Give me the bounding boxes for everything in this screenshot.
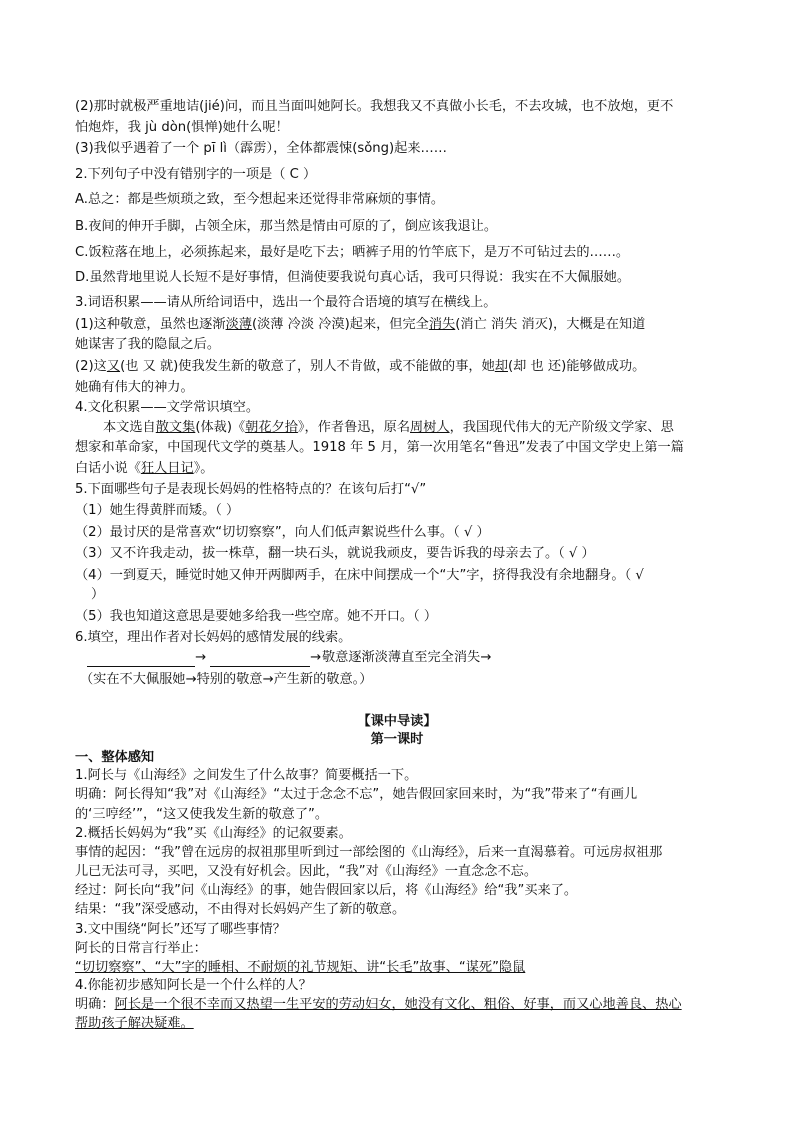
q1-line2a: (2)那时就极严重地诘(jié)问，而且当面叫她阿长。我想我又不真做小长毛，不去攻城，也不放炮，更不 xyxy=(75,99,674,114)
guide-a4-line2: 帮助孩子解决疑难。 xyxy=(75,1016,194,1031)
q3-s2-answer1: 又 xyxy=(106,359,121,374)
q2-option-d: D.虽然背地里说人长短不是好事情，但淌使要我说句真心话，我可只得说：我实在不大佩服她。 xyxy=(75,270,631,285)
q6-blank-1 xyxy=(87,666,195,667)
guide-q2: 2.概括长妈妈为“我”买《山海经》的记叙要素。 xyxy=(75,826,352,841)
q5-item1: （1）她生得黄胖而矮。（ ） xyxy=(75,503,240,518)
q4-title: 4.文化积累——文学常识填空。 xyxy=(75,400,260,415)
q3-s1-answer1: 淡薄 xyxy=(225,317,252,332)
section-title: 一、整体感知 xyxy=(75,750,155,765)
q2-option-b: B.夜间的伸开手脚，占领全床，那当然是情由可原的了，倒应该我退让。 xyxy=(75,219,498,234)
guide-heading: 【课中导读】 xyxy=(357,714,437,729)
q4-text: 》，作者鲁迅，原名 xyxy=(297,420,411,435)
q3-s2-mid: (也 又 就)使我发生新的敬意了，别人不肯做，或不能做的事，她 xyxy=(120,359,495,374)
q4-answer-name: 周树人 xyxy=(410,420,450,435)
q3-s2-post: (却 也 还)能够做成功。 xyxy=(507,359,646,374)
q6-answer-b: 特别的敬意 xyxy=(196,672,263,687)
q5-item3: （3）又不许我走动，拔一株草，翻一块石头，就说我顽皮，要告诉我的母亲去了。（ √ ） xyxy=(75,546,595,561)
q4-line2: 想家和革命家，中国现代文学的奠基人。1918 年 5 月，第一次用笔名“鲁迅”发表了中国文学史上第一篇 xyxy=(75,440,684,455)
q4-answer-book: 朝花夕拾 xyxy=(245,420,298,435)
q6-answer-c: 产生新的敬意。） xyxy=(273,672,373,687)
arrow-icon: → xyxy=(185,672,197,687)
guide-a2-line1: 事情的起因：“我”曾在远房的叔祖那里听到过一部绘图的《山海经》，后来一直渴慕着。可远房叔祖那 xyxy=(75,845,663,860)
q4-text: ，我国现代伟大的无产阶级文学家、思 xyxy=(449,420,674,435)
q3-sentence2b: 她确有伟大的神力。 xyxy=(75,380,194,395)
guide-a3-line2: “切切察察”、“大”字的睡相、不耐烦的礼节规矩、讲“长毛”故事、“谋死”隐鼠 xyxy=(75,960,526,975)
q6-answer-a: （实在不大佩服她 xyxy=(80,672,186,687)
guide-q1: 1.阿长与《山海经》之间发生了什么故事？简要概括一下。 xyxy=(75,768,418,783)
q2-title: 2.下列句子中没有错别字的一项是（ C ） xyxy=(75,167,317,182)
q1-line3: (3)我似乎遇着了一个 pī lì（霹雳），全体都震悚(sǒng)起来…… xyxy=(75,141,447,156)
q3-sentence2a xyxy=(75,357,725,377)
q3-title: 3.词语积累——请从所给词语中，选出一个最符合语境的填写在横线上。 xyxy=(75,295,497,310)
q5-item2: （2）最讨厌的是常喜欢“切切察察”，向人们低声絮说些什么事。（ √ ） xyxy=(75,525,490,540)
q1-line2b: 怕炮炸，我 jù dòn(惧惮)她什么呢！ xyxy=(75,120,289,135)
q3-sentence1b: 她谋害了我的隐鼠之后。 xyxy=(75,337,221,352)
guide-a1-line2: 的‘三哼经’”，“这又使我发生新的敬意了”。 xyxy=(75,807,329,822)
q3-s1-post: (消亡 消失 消灭)，大概是在知道 xyxy=(455,317,646,332)
q3-sentence1a xyxy=(75,315,725,335)
q4-line3 xyxy=(75,459,725,479)
q4-answer-novel: 狂人日记 xyxy=(140,461,194,476)
guide-a4-answer: 阿长是一个很不幸而又热望一生平安的劳动妇女，她没有文化、粗俗、好事，而又心地善良、热心 xyxy=(114,997,682,1012)
q3-s2-pre: (2)这 xyxy=(75,359,107,374)
arrow-icon: → xyxy=(195,650,207,665)
q6-blank-2 xyxy=(210,666,310,667)
q5-item4a: （4）一到夏天，睡觉时她又伸开两脚两手，在床中间摆成一个“大”字，挤得我没有余地翻身。（ √ xyxy=(75,568,644,583)
guide-a1-line1: 明确：阿长得知“我”对《山海经》“太过于念念不忘”，她告假回家回来时，为“我”带来了“有画儿 xyxy=(75,787,638,802)
q4-text: 》。 xyxy=(193,461,214,476)
q3-s1-mid: (淡薄 冷淡 冷漠)起来，但完全 xyxy=(251,317,429,332)
q3-s1-answer2: 消失 xyxy=(428,317,456,332)
q6-chain-end xyxy=(322,648,622,668)
arrow-icon: → xyxy=(310,650,322,665)
q6-answer xyxy=(80,670,730,690)
q3-s1-pre: (1)这种敬意，虽然也逐渐 xyxy=(75,317,226,332)
guide-q4: 4.你能初步感知阿长是一个什么样的人？ xyxy=(75,978,312,993)
q6-chain-text: 敬意逐渐淡薄直至完全消失 xyxy=(322,650,481,665)
guide-a2-line4: 结果：“我”深受感动，不由得对长妈妈产生了新的敬意。 xyxy=(75,902,406,917)
guide-subheading: 第一课时 xyxy=(370,732,424,747)
guide-a4-label: 明确： xyxy=(75,997,115,1012)
q4-text: 白话小说《 xyxy=(75,461,141,476)
guide-a4-line1 xyxy=(75,995,725,1015)
guide-a3-line1: 阿长的日常言行举止： xyxy=(75,941,207,956)
q3-s2-answer2: 却 xyxy=(494,359,508,374)
q4-text: (体裁)《 xyxy=(195,420,246,435)
q6-title: 6.填空，理出作者对长妈妈的感情发展的线索。 xyxy=(75,630,352,645)
q2-option-a: A.总之：都是些烦琐之致，至今想起来还觉得非常麻烦的事情。 xyxy=(75,192,445,207)
q5-item5: （5）我也知道这意思是要她多给我一些空席。她不开口。（ ） xyxy=(75,609,438,624)
q2-option-c: C.饭粒落在地上，必须拣起来，最好是吃下去；晒裤子用的竹竿底下，是万不可钻过去的……。 xyxy=(75,245,630,260)
arrow-icon: → xyxy=(480,650,492,665)
q5-title: 5.下面哪些句子是表现长妈妈的性格特点的？在该句后打“√” xyxy=(75,482,427,497)
q4-answer-genre: 散文集 xyxy=(155,420,196,435)
q4-text: 本文选自 xyxy=(103,420,156,435)
q5-item4b: ） xyxy=(91,587,105,602)
guide-a2-line3: 经过：阿长向“我”问《山海经》的事，她告假回家以后，将《山海经》给“我”买来了。 xyxy=(75,883,578,898)
guide-q3: 3.文中围绕“阿长”还写了哪些事情？ xyxy=(75,922,286,937)
arrow-icon: → xyxy=(262,672,274,687)
q4-line1 xyxy=(103,418,753,438)
guide-a2-line2: 儿已无法可寻，买吧，又没有好机会。因此，“我”对《山海经》一直念念不忘。 xyxy=(75,864,538,879)
